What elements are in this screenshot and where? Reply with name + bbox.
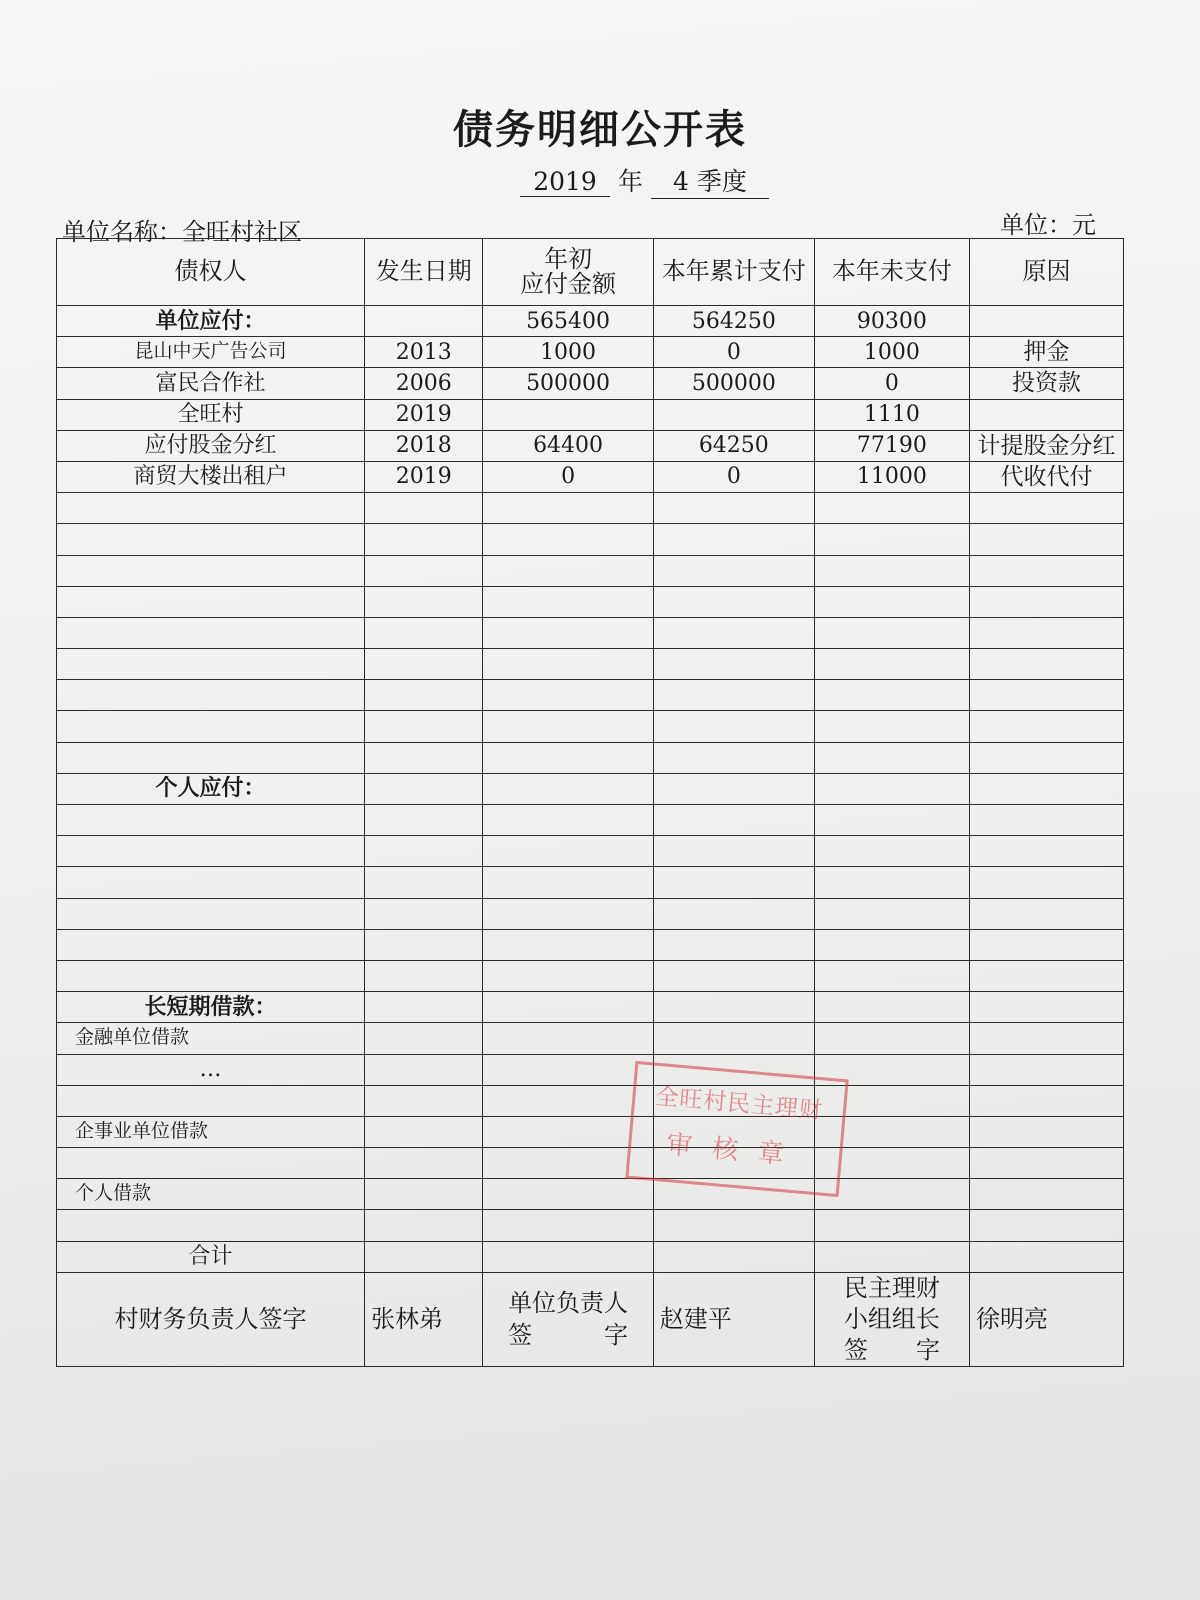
table-cell (483, 1116, 653, 1147)
table-cell (483, 773, 653, 804)
table-cell (365, 711, 483, 742)
total-row (57, 1241, 1124, 1272)
table-cell (57, 649, 365, 680)
table-cell (814, 711, 969, 742)
table-cell (57, 960, 365, 991)
table-cell (814, 1148, 969, 1179)
table-cell (969, 742, 1123, 773)
financial-loans-row (57, 1023, 1124, 1054)
creditor-cell: 应付股金分红 (57, 430, 365, 461)
table-cell (365, 836, 483, 867)
table-cell (483, 1210, 653, 1241)
date-cell: 2019 (365, 461, 483, 492)
unit-head-signature: 赵建平 (653, 1272, 814, 1367)
table-row (57, 368, 1124, 399)
table-row (57, 617, 1124, 648)
table-cell (814, 617, 969, 648)
table-cell (653, 1116, 814, 1147)
table-cell (57, 555, 365, 586)
table-row (57, 742, 1124, 773)
currency-unit: 单位：元 (1000, 211, 1096, 239)
table-cell (483, 929, 653, 960)
period-quarter-suffix: 季度 (696, 167, 747, 196)
table-cell (653, 1179, 814, 1210)
table-row (57, 929, 1124, 960)
table-cell (483, 711, 653, 742)
table-cell (814, 960, 969, 991)
paid-cell: 0 (653, 337, 814, 368)
enterprise-loans-row (57, 1116, 1124, 1147)
group-line1: 民主理财 (843, 1273, 940, 1302)
table-row (57, 586, 1124, 617)
table-row (57, 430, 1124, 461)
table-row (57, 524, 1124, 555)
table-cell (969, 773, 1123, 804)
group-leader-signature: 徐明亮 (969, 1272, 1123, 1367)
creditor-cell: 富民合作社 (57, 368, 365, 399)
table-cell (483, 836, 653, 867)
table-cell (365, 992, 483, 1023)
reason-cell (969, 399, 1123, 430)
table-cell (57, 929, 365, 960)
table-row (57, 493, 1124, 524)
total-label: 合计 (57, 1241, 365, 1272)
table-cell (365, 306, 483, 337)
creditor-cell: 昆山中天广告公司 (57, 337, 365, 368)
table-cell (814, 1179, 969, 1210)
table-cell (57, 493, 365, 524)
date-cell: 2013 (365, 337, 483, 368)
table-cell (483, 586, 653, 617)
date-cell: 2006 (365, 368, 483, 399)
enterprise-loans-label: 企事业单位借款 (57, 1116, 365, 1147)
table-row (57, 898, 1124, 929)
table-cell (814, 680, 969, 711)
table-cell (653, 1241, 814, 1272)
table-cell (969, 649, 1123, 680)
table-cell (814, 1210, 969, 1241)
begin-cell: 1000 (483, 337, 653, 368)
table-row (57, 1085, 1124, 1116)
table-cell (653, 773, 814, 804)
table-cell (969, 1179, 1123, 1210)
unit-payable-row (57, 306, 1124, 337)
table-cell (365, 742, 483, 773)
table-cell (969, 524, 1123, 555)
table-row (57, 1148, 1124, 1179)
header-date: 发生日期 (365, 239, 483, 306)
table-cell (969, 586, 1123, 617)
period-quarter-wrap (651, 162, 769, 199)
table-cell (653, 805, 814, 836)
begin-cell (483, 399, 653, 430)
paid-cell: 0 (653, 461, 814, 492)
table-row (57, 555, 1124, 586)
table-cell (969, 711, 1123, 742)
table-cell (365, 524, 483, 555)
group-line3: 签 字 (843, 1336, 940, 1365)
unpaid-cell: 11000 (814, 461, 969, 492)
table-cell (969, 1023, 1123, 1054)
table-cell (653, 586, 814, 617)
table-cell (814, 555, 969, 586)
begin-cell: 500000 (483, 368, 653, 399)
unpaid-cell: 0 (814, 368, 969, 399)
table-row (57, 649, 1124, 680)
unpaid-cell: 1000 (814, 337, 969, 368)
table-cell (365, 898, 483, 929)
table-cell (814, 493, 969, 524)
table-cell (814, 836, 969, 867)
blank-rows-unit (57, 493, 1124, 774)
table-cell (57, 524, 365, 555)
period-year: 2019 (520, 167, 610, 197)
table-cell (483, 960, 653, 991)
table-cell (365, 1054, 483, 1085)
table-cell (653, 929, 814, 960)
table-cell (814, 867, 969, 898)
table-cell (365, 867, 483, 898)
table-cell (653, 992, 814, 1023)
table-cell (814, 524, 969, 555)
table-cell (969, 1241, 1123, 1272)
table-cell (483, 1241, 653, 1272)
loans-row (57, 992, 1124, 1023)
table-cell (653, 1085, 814, 1116)
header-row (57, 239, 1124, 306)
table-cell (483, 555, 653, 586)
table-cell (365, 680, 483, 711)
table-cell (365, 1179, 483, 1210)
table-cell (653, 1054, 814, 1085)
table-row (57, 711, 1124, 742)
table-row (57, 399, 1124, 430)
reason-cell: 投资款 (969, 368, 1123, 399)
table-cell (483, 898, 653, 929)
table-cell (365, 617, 483, 648)
table-cell (969, 960, 1123, 991)
table-cell (969, 836, 1123, 867)
table-cell (57, 617, 365, 648)
table-cell (483, 1148, 653, 1179)
date-cell: 2019 (365, 399, 483, 430)
table-cell (483, 742, 653, 773)
table-cell (57, 867, 365, 898)
begin-cell: 64400 (483, 430, 653, 461)
table-cell (365, 493, 483, 524)
table-cell (969, 1148, 1123, 1179)
table-cell (653, 742, 814, 773)
table-cell (483, 680, 653, 711)
table-cell (814, 992, 969, 1023)
table-cell (483, 867, 653, 898)
table-cell (365, 1116, 483, 1147)
reason-cell: 押金 (969, 337, 1123, 368)
header-paid: 本年累计支付 (653, 239, 814, 306)
signature-row (57, 1272, 1124, 1367)
group-leader-label (814, 1272, 969, 1367)
table-cell (57, 742, 365, 773)
unpaid-cell: 1110 (814, 399, 969, 430)
table-cell (653, 898, 814, 929)
unit-head-line1: 单位负责人 (508, 1289, 629, 1318)
table-cell (969, 992, 1123, 1023)
table-cell (814, 929, 969, 960)
table-cell (814, 649, 969, 680)
unit-payable-label: 单位应付： (57, 306, 365, 337)
creditor-cell: 商贸大楼出租户 (57, 461, 365, 492)
paid-cell: 64250 (653, 430, 814, 461)
table-cell (653, 836, 814, 867)
table-cell (653, 493, 814, 524)
table-cell (653, 867, 814, 898)
table-cell (969, 306, 1123, 337)
stamp-line2: 审核章 (665, 1129, 806, 1172)
document-title: 债务明细公开表 (453, 107, 747, 153)
blank-rows-personal (57, 805, 1124, 992)
table-cell (483, 1179, 653, 1210)
table-cell (653, 1023, 814, 1054)
header-begin-amount (483, 239, 653, 306)
table-cell (653, 617, 814, 648)
village-finance-signature: 张林弟 (365, 1272, 483, 1367)
table-row (57, 836, 1124, 867)
table-cell (365, 773, 483, 804)
table-row (57, 337, 1124, 368)
table-cell (653, 1148, 814, 1179)
table-cell (814, 1241, 969, 1272)
table-cell (814, 1085, 969, 1116)
table-cell (57, 836, 365, 867)
unit-payable-begin: 565400 (483, 306, 653, 337)
table-cell (969, 867, 1123, 898)
unit-payable-paid: 564250 (653, 306, 814, 337)
table-cell (365, 1210, 483, 1241)
table-cell (57, 1085, 365, 1116)
table-cell (483, 617, 653, 648)
table-cell (365, 1148, 483, 1179)
reason-cell: 代收代付 (969, 461, 1123, 492)
table-cell (653, 711, 814, 742)
period-quarter: 4 (672, 167, 689, 196)
header-unpaid: 本年未支付 (814, 239, 969, 306)
table-cell (969, 617, 1123, 648)
ellipsis-row (57, 1054, 1124, 1085)
paid-cell (653, 399, 814, 430)
personal-loans-row (57, 1179, 1124, 1210)
table-cell (653, 960, 814, 991)
table-cell (483, 805, 653, 836)
table-cell (969, 1085, 1123, 1116)
table-cell (969, 1116, 1123, 1147)
table-cell (814, 898, 969, 929)
header-creditor: 债权人 (57, 239, 365, 306)
table-cell (969, 929, 1123, 960)
report-period (520, 162, 769, 199)
table-cell (653, 649, 814, 680)
table-cell (483, 992, 653, 1023)
table-cell (483, 524, 653, 555)
header-begin-line1: 年初 (544, 244, 593, 273)
table-cell (483, 649, 653, 680)
table-cell (57, 711, 365, 742)
ellipsis-cell: … (57, 1054, 365, 1085)
table-cell (365, 929, 483, 960)
header-reason: 原因 (969, 239, 1123, 306)
unit-head-line2: 签 字 (508, 1320, 629, 1349)
table-cell (814, 1023, 969, 1054)
table-cell (365, 555, 483, 586)
table-row (57, 1210, 1124, 1241)
table-cell (483, 1054, 653, 1085)
loans-label: 长短期借款： (57, 992, 365, 1023)
debt-table (56, 238, 1124, 1367)
date-cell: 2018 (365, 430, 483, 461)
financial-loans-label: 金融单位借款 (57, 1023, 365, 1054)
table-cell (365, 586, 483, 617)
table-row (57, 680, 1124, 711)
table-cell (969, 805, 1123, 836)
table-cell (365, 649, 483, 680)
table-cell (969, 898, 1123, 929)
table-cell (653, 524, 814, 555)
table-cell (969, 493, 1123, 524)
table-row (57, 960, 1124, 991)
table-cell (483, 1023, 653, 1054)
table-cell (483, 1085, 653, 1116)
table-cell (969, 680, 1123, 711)
table-cell (365, 960, 483, 991)
table-row (57, 461, 1124, 492)
unpaid-cell: 77190 (814, 430, 969, 461)
unit-head-label (483, 1272, 653, 1367)
creditor-cell: 全旺村 (57, 399, 365, 430)
table-cell (57, 1148, 365, 1179)
unit-payable-unpaid: 90300 (814, 306, 969, 337)
table-cell (365, 805, 483, 836)
table-cell (653, 1210, 814, 1241)
table-cell (814, 805, 969, 836)
table-cell (57, 1210, 365, 1241)
table-row (57, 805, 1124, 836)
table-cell (365, 1023, 483, 1054)
table-cell (653, 680, 814, 711)
table-cell (969, 1210, 1123, 1241)
table-cell (814, 1054, 969, 1085)
table-cell (57, 680, 365, 711)
table-cell (57, 898, 365, 929)
stamp-line1: 全旺村民主理财 (654, 1083, 824, 1125)
table-cell (814, 1116, 969, 1147)
table-cell (969, 555, 1123, 586)
village-finance-label: 村财务负责人签字 (57, 1272, 365, 1367)
personal-payable-label: 个人应付： (57, 773, 365, 804)
personal-payable-row (57, 773, 1124, 804)
table-cell (57, 586, 365, 617)
table-cell (653, 555, 814, 586)
paid-cell: 500000 (653, 368, 814, 399)
period-year-char: 年 (617, 167, 643, 196)
table-cell (969, 1054, 1123, 1085)
unit-name: 单位名称：全旺村社区 (62, 218, 302, 246)
group-line2: 小组组长 (843, 1305, 940, 1333)
table-cell (57, 805, 365, 836)
table-cell (814, 586, 969, 617)
table-cell (814, 773, 969, 804)
table-cell (365, 1241, 483, 1272)
reason-cell: 计提股金分红 (969, 430, 1123, 461)
personal-loans-label: 个人借款 (57, 1179, 365, 1210)
table-cell (483, 493, 653, 524)
header-begin-line2: 应付金额 (520, 270, 617, 298)
table-cell (365, 1085, 483, 1116)
begin-cell: 0 (483, 461, 653, 492)
table-cell (814, 742, 969, 773)
table-row (57, 867, 1124, 898)
